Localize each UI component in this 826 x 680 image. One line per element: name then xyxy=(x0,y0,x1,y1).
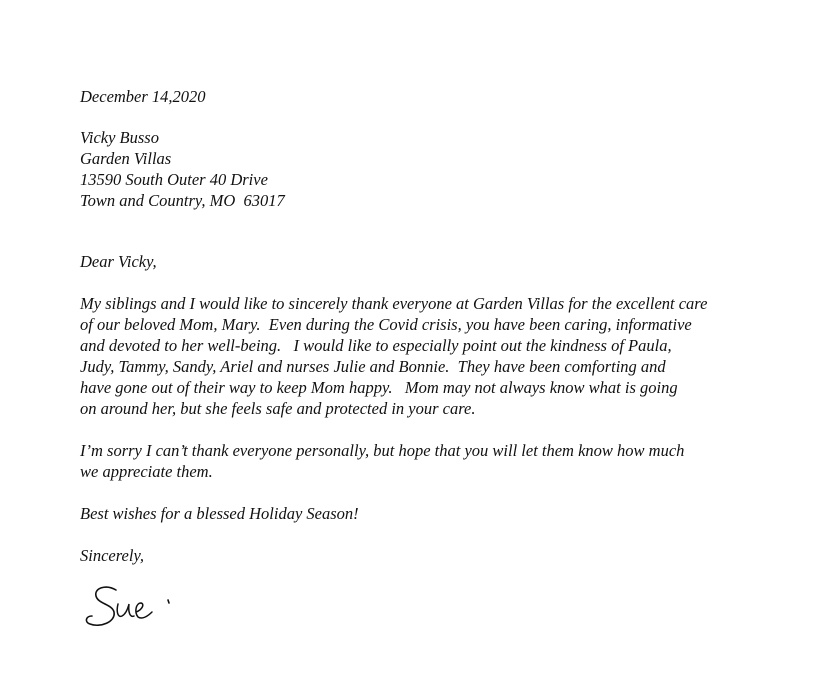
recipient-organization: Garden Villas xyxy=(80,149,172,168)
paragraph-line: we appreciate them. xyxy=(80,462,213,481)
signature-stroke xyxy=(117,604,134,616)
recipient-address xyxy=(80,127,740,211)
paragraph-line: Judy, Tammy, Sandy, Ariel and nurses Julie and Bonnie. They have been comforting and xyxy=(80,357,666,376)
paragraph-line: of our beloved Mom, Mary. Even during the Covid crisis, you have been caring, informative xyxy=(80,315,692,334)
paragraph-line: have gone out of their way to keep Mom happy. Mom may not always know what is going xyxy=(80,378,678,397)
letter-date: December 14,2020 xyxy=(80,87,206,106)
closing: Sincerely, xyxy=(80,546,144,565)
salutation: Dear Vicky, xyxy=(80,252,157,271)
letter-body xyxy=(80,86,740,566)
paragraph-line: I’m sorry I can’t thank everyone personally, but hope that you will let them know how much xyxy=(80,441,685,460)
signature-stroke xyxy=(136,603,152,618)
paragraph-wishes: Best wishes for a blessed Holiday Season! xyxy=(80,504,359,523)
signature-stroke xyxy=(86,587,116,625)
paragraph-thanks xyxy=(80,293,740,419)
paragraph-line: on around her, but she feels safe and protected in your care. xyxy=(80,399,476,418)
paragraph-line: My siblings and I would like to sincerely thank everyone at Garden Villas for the excellent care xyxy=(80,294,708,313)
signature xyxy=(82,582,192,634)
paragraph-line: and devoted to her well-being. I would like to especially point out the kindness of Paula, xyxy=(80,336,672,355)
signature-stroke xyxy=(168,600,169,603)
recipient-city-state-zip: Town and Country, MO 63017 xyxy=(80,191,285,210)
recipient-name: Vicky Busso xyxy=(80,128,159,147)
paragraph-apology xyxy=(80,440,740,482)
recipient-street: 13590 South Outer 40 Drive xyxy=(80,170,268,189)
